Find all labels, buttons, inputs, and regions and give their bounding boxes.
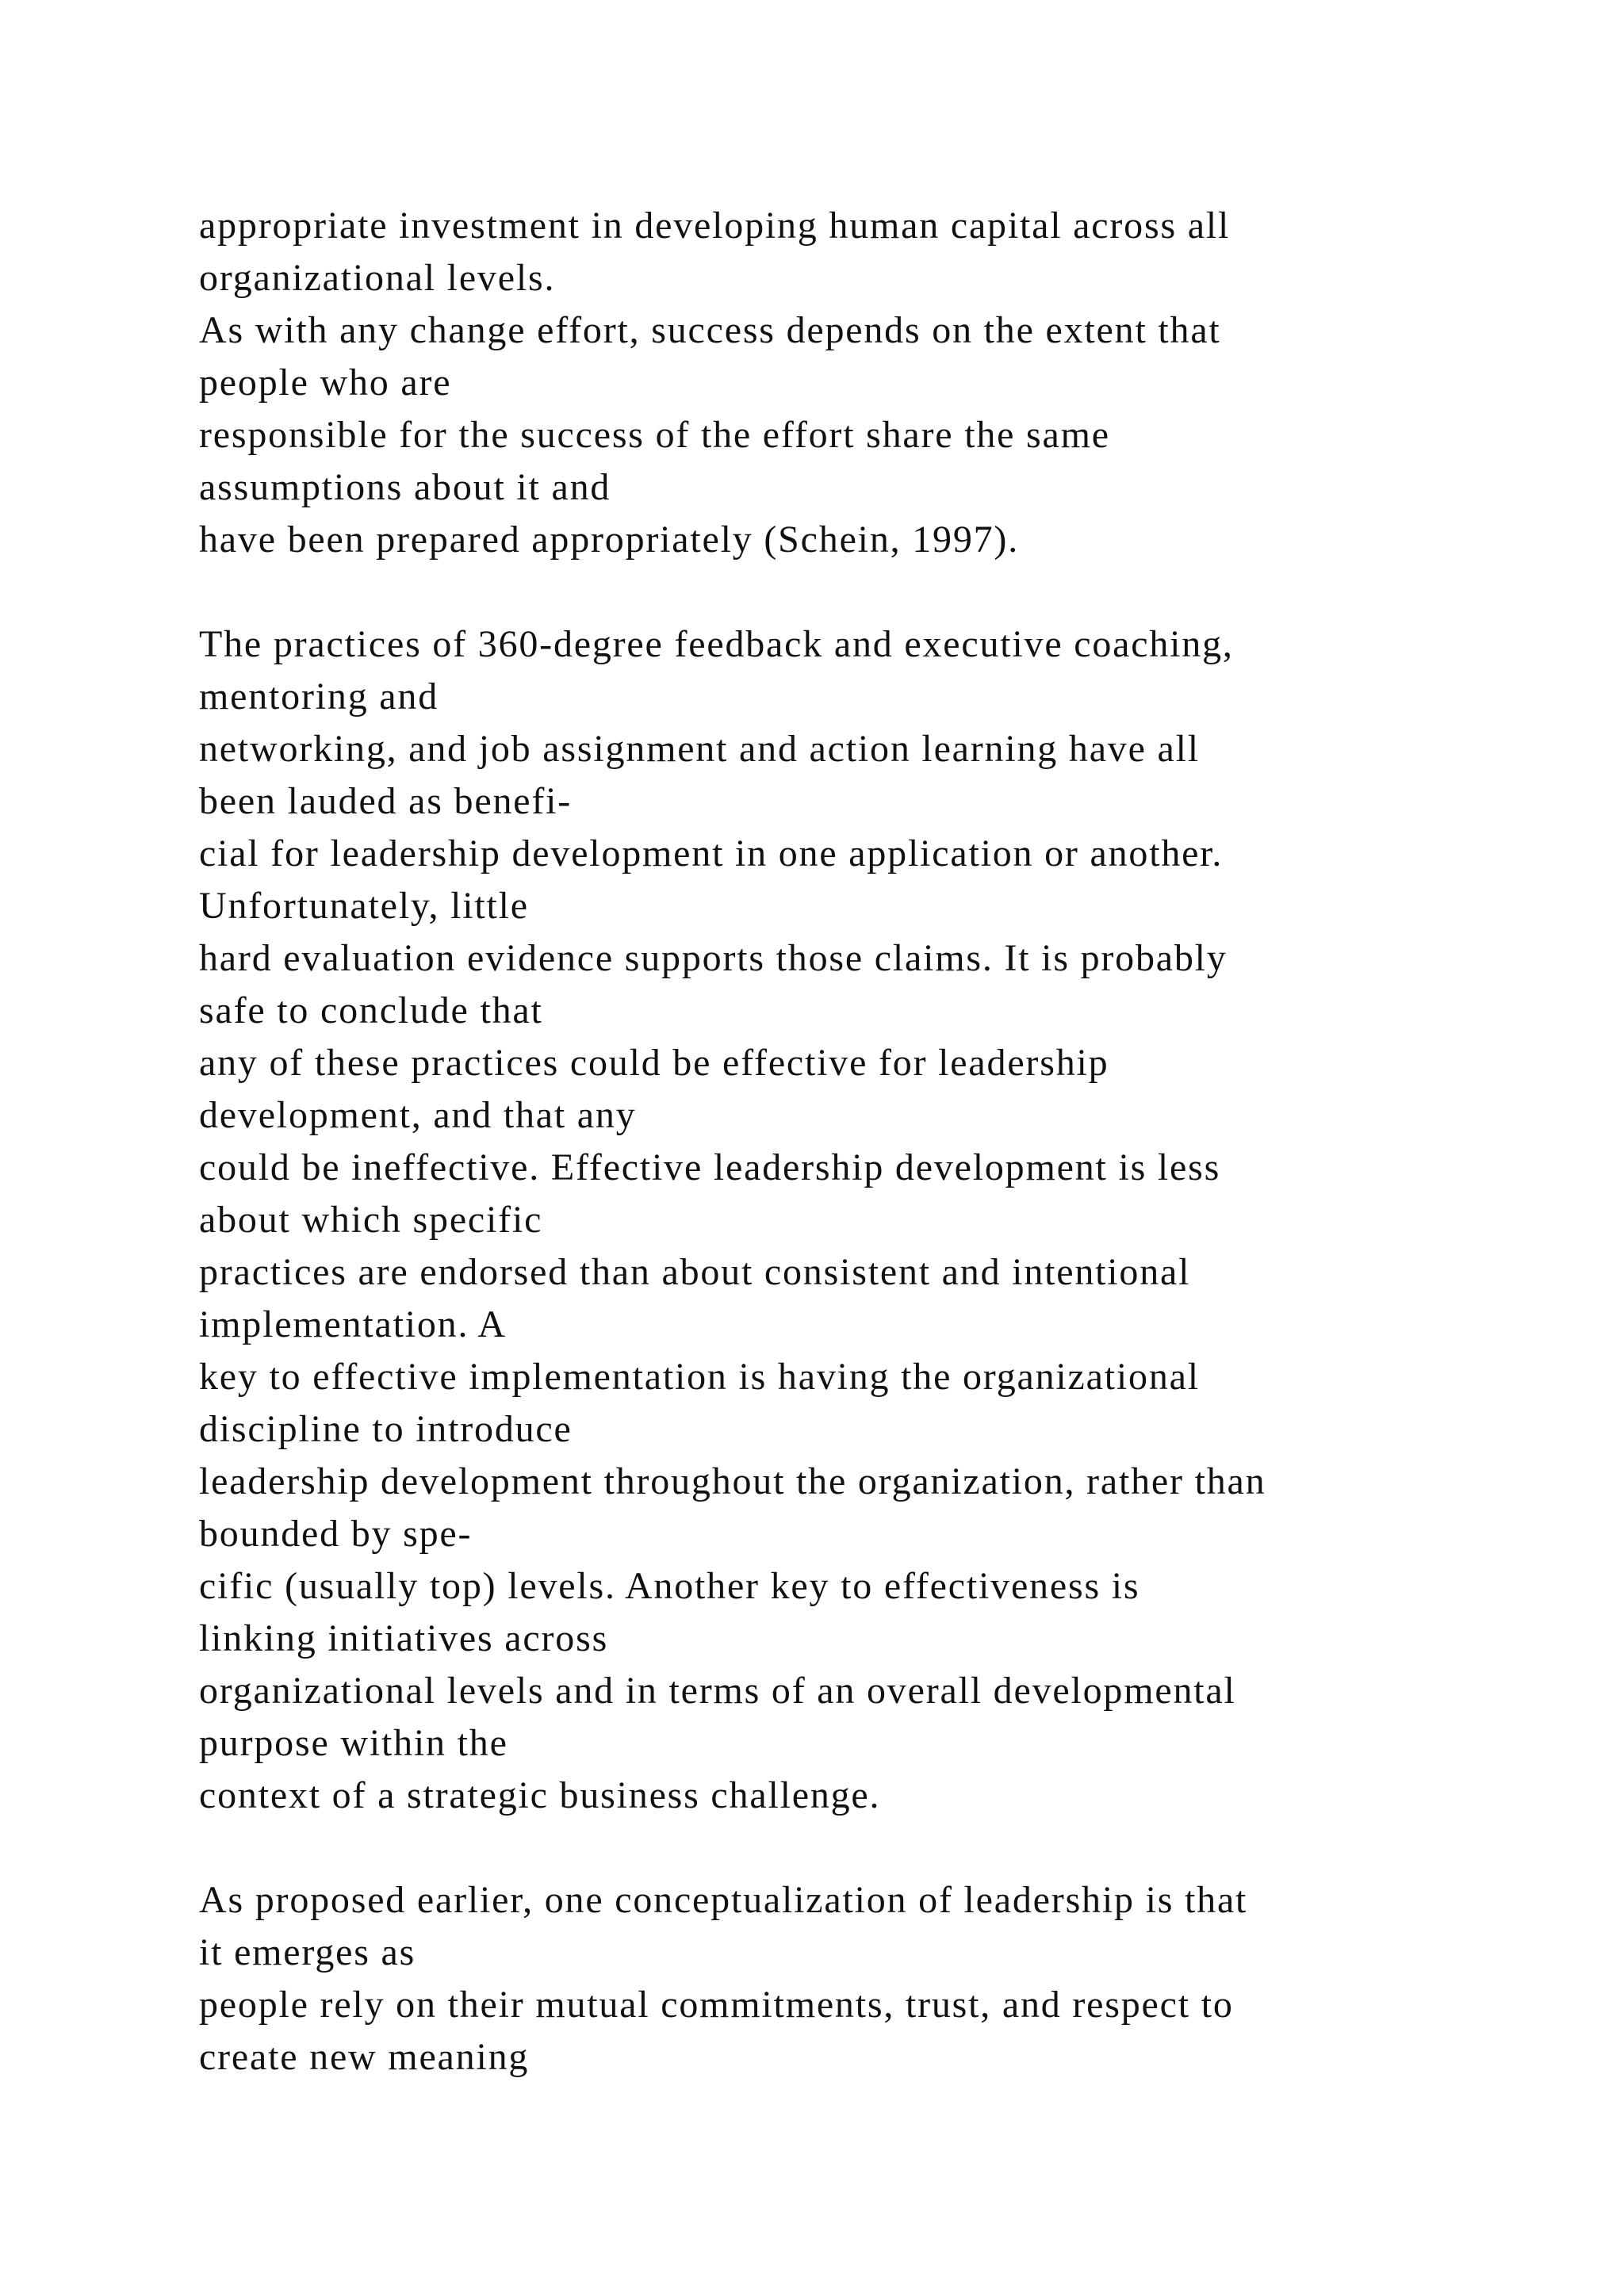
paragraph-break [199, 566, 1547, 618]
text-line: practices are endorsed than about consistent and intentional [199, 1251, 1191, 1293]
text-line: mentoring and [199, 675, 439, 718]
text-line: Unfortunately, little [199, 885, 529, 927]
text-line: it emerges as [199, 1931, 416, 1973]
text-line: The practices of 360-degree feedback and executive coaching, [199, 623, 1234, 665]
paragraph-break [199, 1822, 1547, 1874]
text-line: As with any change effort, success depends on the extent that [199, 309, 1221, 351]
text-line: networking, and job assignment and action learning have all [199, 728, 1200, 770]
text-line: create new meaning [199, 2036, 530, 2078]
text-line: cific (usually top) levels. Another key to effectiveness is [199, 1565, 1140, 1607]
text-line: bounded by spe- [199, 1513, 473, 1555]
text-line: people who are [199, 362, 452, 404]
text-line: safe to conclude that [199, 989, 543, 1031]
text-line: hard evaluation evidence supports those claims. It is probably [199, 937, 1228, 979]
text-line: people rely on their mutual commitments, trust, and respect to [199, 1984, 1234, 2026]
text-line: organizational levels. [199, 257, 556, 299]
text-line: implementation. A [199, 1303, 507, 1345]
text-line: responsible for the success of the effort share the same [199, 414, 1110, 456]
text-line: purpose within the [199, 1722, 508, 1764]
text-line: could be ineffective. Effective leadership development is less [199, 1146, 1221, 1188]
text-line: about which specific [199, 1199, 543, 1241]
text-line: organizational levels and in terms of an overall developmental [199, 1670, 1236, 1712]
text-line: key to effective implementation is having the organizational [199, 1356, 1200, 1398]
text-line: been lauded as benefi- [199, 780, 573, 822]
text-line: assumptions about it and [199, 466, 611, 508]
text-line: appropriate investment in developing human capital across all [199, 205, 1231, 247]
text-line: discipline to introduce [199, 1408, 573, 1450]
text-line: have been prepared appropriately (Schein, 1997). [199, 519, 1020, 561]
text-line: As proposed earlier, one conceptualization of leadership is that [199, 1879, 1248, 1921]
text-line: linking initiatives across [199, 1617, 609, 1659]
text-line: any of these practices could be effective for leadership [199, 1042, 1109, 1084]
text-line: leadership development throughout the organization, rather than [199, 1460, 1266, 1502]
text-line: development, and that any [199, 1094, 637, 1136]
text-line: context of a strategic business challenge. [199, 1774, 881, 1816]
text-line: cial for leadership development in one application or another. [199, 832, 1224, 874]
body-text [199, 200, 1547, 2084]
